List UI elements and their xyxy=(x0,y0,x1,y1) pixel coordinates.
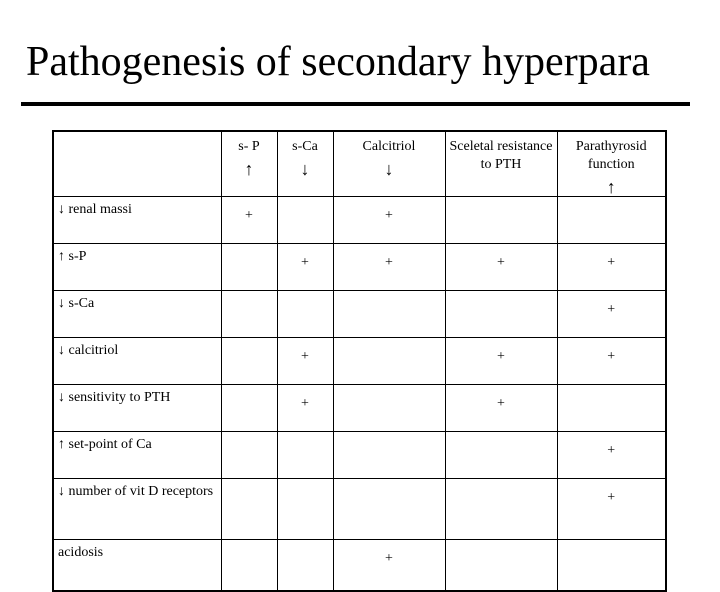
up-arrow-icon: ↑ xyxy=(244,159,254,179)
mark-cell xyxy=(557,385,666,432)
mark-cell: + xyxy=(445,338,557,385)
mark-cell xyxy=(445,291,557,338)
col-header-label: Calcitriol xyxy=(362,139,416,154)
row-label: ↑ set-point of Ca xyxy=(53,432,221,479)
col-header-label: s- P xyxy=(238,139,260,154)
mark-cell xyxy=(277,291,333,338)
mark-cell xyxy=(221,291,277,338)
corner-cell xyxy=(53,131,221,197)
mark-cell: + xyxy=(221,197,277,244)
col-header-label: s-Ca xyxy=(292,139,318,154)
mark-cell: + xyxy=(557,291,666,338)
pathogenesis-table xyxy=(52,130,667,592)
mark-cell xyxy=(221,540,277,592)
table-row xyxy=(53,244,666,291)
mark-cell xyxy=(221,385,277,432)
slide-title: Pathogenesis of secondary hyperpara xyxy=(26,39,650,85)
mark-cell xyxy=(445,197,557,244)
table-row xyxy=(53,197,666,244)
mark-cell xyxy=(445,479,557,540)
col-header-skeletal-resistance xyxy=(445,131,557,197)
row-label: ↓ sensitivity to PTH xyxy=(53,385,221,432)
row-label: acidosis xyxy=(53,540,221,592)
header-row xyxy=(53,131,666,197)
col-header-calcitriol xyxy=(333,131,445,197)
down-arrow-icon: ↓ xyxy=(384,159,394,179)
row-label: ↑ s-P xyxy=(53,244,221,291)
mark-cell: + xyxy=(557,338,666,385)
mark-cell: + xyxy=(557,432,666,479)
table-row xyxy=(53,385,666,432)
table-row xyxy=(53,479,666,540)
mark-cell xyxy=(277,540,333,592)
mark-cell xyxy=(221,479,277,540)
mark-cell: + xyxy=(277,385,333,432)
mark-cell xyxy=(557,197,666,244)
row-label: ↓ number of vit D receptors xyxy=(53,479,221,540)
mark-cell xyxy=(333,479,445,540)
mark-cell xyxy=(221,432,277,479)
col-header-parathyroid-function xyxy=(557,131,666,197)
mark-cell: + xyxy=(445,385,557,432)
mark-cell xyxy=(333,291,445,338)
row-label: ↓ calcitriol xyxy=(53,338,221,385)
mark-cell: + xyxy=(277,244,333,291)
mark-cell xyxy=(221,338,277,385)
mark-cell xyxy=(333,385,445,432)
mark-cell xyxy=(277,479,333,540)
mark-cell xyxy=(221,244,277,291)
row-label: ↓ s-Ca xyxy=(53,291,221,338)
table-row xyxy=(53,540,666,592)
mark-cell: + xyxy=(557,479,666,540)
mark-cell: + xyxy=(333,197,445,244)
title-rule xyxy=(21,102,690,106)
mark-cell xyxy=(277,197,333,244)
mark-cell: + xyxy=(277,338,333,385)
table-row xyxy=(53,432,666,479)
table-row xyxy=(53,338,666,385)
mark-cell xyxy=(333,432,445,479)
mark-cell xyxy=(277,432,333,479)
table-row xyxy=(53,291,666,338)
col-header-s-p xyxy=(221,131,277,197)
up-arrow-icon: ↑ xyxy=(606,177,616,197)
col-header-label: Sceletal resistance to PTH xyxy=(449,139,553,172)
mark-cell xyxy=(445,432,557,479)
row-label: ↓ renal massi xyxy=(53,197,221,244)
down-arrow-icon: ↓ xyxy=(300,159,310,179)
col-header-s-ca xyxy=(277,131,333,197)
mark-cell: + xyxy=(445,244,557,291)
mark-cell xyxy=(445,540,557,592)
mark-cell: + xyxy=(557,244,666,291)
mark-cell xyxy=(557,540,666,592)
mark-cell: + xyxy=(333,540,445,592)
mark-cell: + xyxy=(333,244,445,291)
col-header-label: Parathyrosid function xyxy=(575,139,647,172)
mark-cell xyxy=(333,338,445,385)
